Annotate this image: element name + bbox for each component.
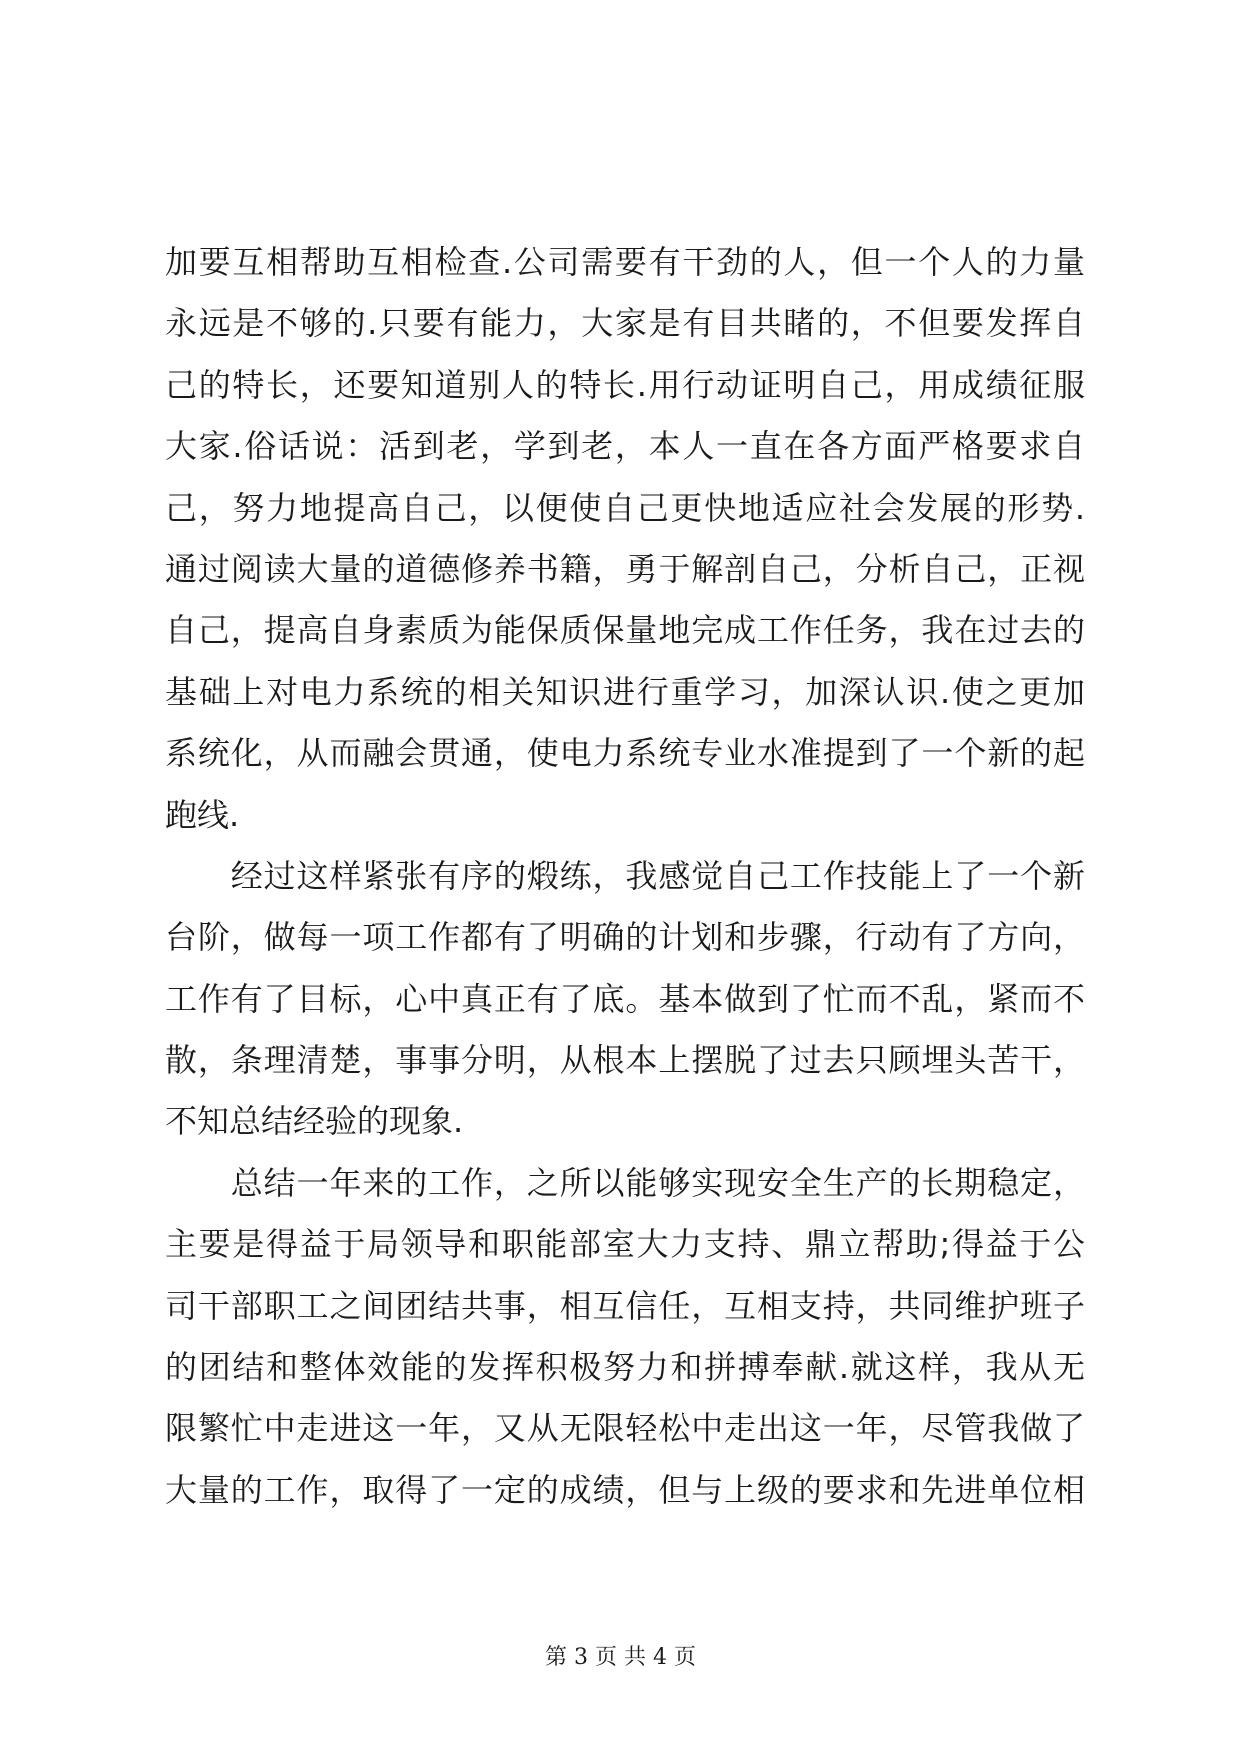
text-line: 跑线.: [165, 795, 240, 834]
text-line: 不知总结经验的现象.: [165, 1102, 464, 1141]
text-line: 经过这样紧张有序的煅练，我感觉自己工作技能上了一个新: [165, 856, 1085, 895]
text-line: 散，条理清楚，事事分明，从根本上摆脱了过去只顾埋头苦干，: [165, 1041, 1085, 1080]
text-line: 永远是不够的.只要有能力，大家是有目共睹的，不但要发挥自: [165, 304, 1085, 343]
text-line: 台阶，做每一项工作都有了明确的计划和步骤，行动有了方向，: [165, 918, 1085, 957]
text-line: 己，努力地提高自己，以便使自己更快地适应社会发展的形势.: [165, 488, 1085, 527]
text-line: 的团结和整体效能的发挥积极努力和拼搏奉献.就这样，我从无: [165, 1348, 1085, 1387]
text-line: 加要互相帮助互相检查.公司需要有干劲的人，但一个人的力量: [165, 243, 1085, 281]
text-line: 主要是得益于局领导和职能部室大力支持、鼎立帮助;得益于公: [165, 1225, 1085, 1264]
body-text: [165, 232, 1085, 1521]
text-line: 大家.俗话说：活到老，学到老，本人一直在各方面严格要求自: [165, 427, 1085, 466]
text-line: 总结一年来的工作，之所以能够实现安全生产的长期稳定，: [165, 1163, 1085, 1202]
text-line: 大量的工作，取得了一定的成绩，但与上级的要求和先进单位相: [165, 1470, 1085, 1509]
text-line: 己的特长，还要知道别人的特长.用行动证明自己，用成绩征服: [165, 365, 1085, 404]
text-line: 司干部职工之间团结共事，相互信任，互相支持，共同维护班子: [165, 1286, 1085, 1325]
text-line: 工作有了目标，心中真正有了底。基本做到了忙而不乱，紧而不: [165, 979, 1085, 1018]
text-line: 自己，提高自身素质为能保质保量地完成工作任务，我在过去的: [165, 611, 1085, 650]
text-line: 基础上对电力系统的相关知识进行重学习，加深认识.使之更加: [165, 672, 1085, 711]
page-number-footer: 第 3 页 共 4 页: [545, 1645, 696, 1670]
text-line: 限繁忙中走进这一年，又从无限轻松中走出这一年，尽管我做了: [165, 1409, 1085, 1448]
text-line: 系统化，从而融会贯通，使电力系统专业水准提到了一个新的起: [165, 734, 1085, 773]
text-line: 通过阅读大量的道德修养书籍，勇于解剖自己，分析自己，正视: [165, 549, 1085, 588]
